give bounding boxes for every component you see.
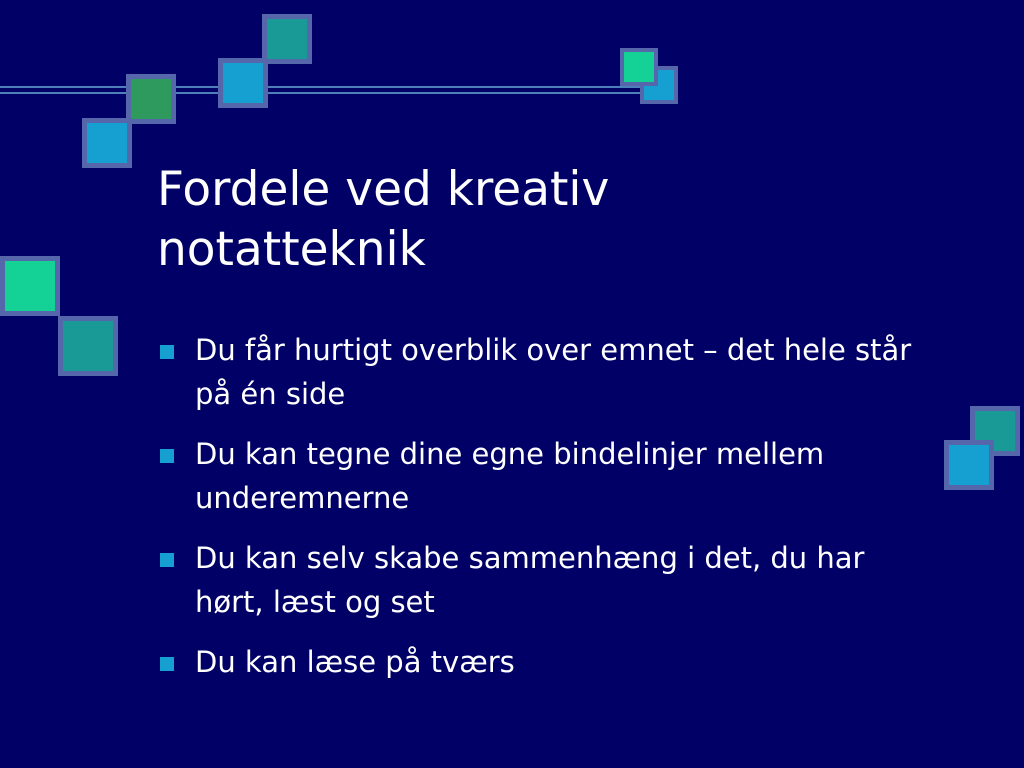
bullet-item: [160, 328, 920, 416]
bullet-text: Du kan læse på tværs: [195, 645, 515, 679]
decorative-line: [0, 92, 660, 94]
bullet-item: [160, 536, 920, 624]
decorative-square: [0, 256, 60, 316]
decorative-square: [58, 316, 118, 376]
bullet-item: [160, 432, 920, 520]
decorative-square: [126, 74, 176, 124]
bullet-item: [160, 640, 920, 684]
bullet-text: Du kan tegne dine egne bindelinjer mellem underemnerne: [195, 437, 825, 515]
bullet-list: [160, 328, 920, 700]
decorative-square: [262, 14, 312, 64]
bullet-text: Du får hurtigt overblik over emnet – det hele står på én side: [195, 333, 912, 411]
bullet-square-icon: [160, 449, 174, 463]
bullet-square-icon: [160, 553, 174, 567]
bullet-text: Du kan selv skabe sammenhæng i det, du har hørt, læst og set: [195, 541, 865, 619]
decorative-square: [620, 48, 658, 86]
bullet-square-icon: [160, 345, 174, 359]
decorative-line: [0, 86, 660, 88]
decorative-square: [944, 440, 994, 490]
slide-title: Fordele ved kreativ notatteknik: [157, 162, 610, 277]
bullet-square-icon: [160, 657, 174, 671]
decorative-square: [82, 118, 132, 168]
decorative-square: [218, 58, 268, 108]
